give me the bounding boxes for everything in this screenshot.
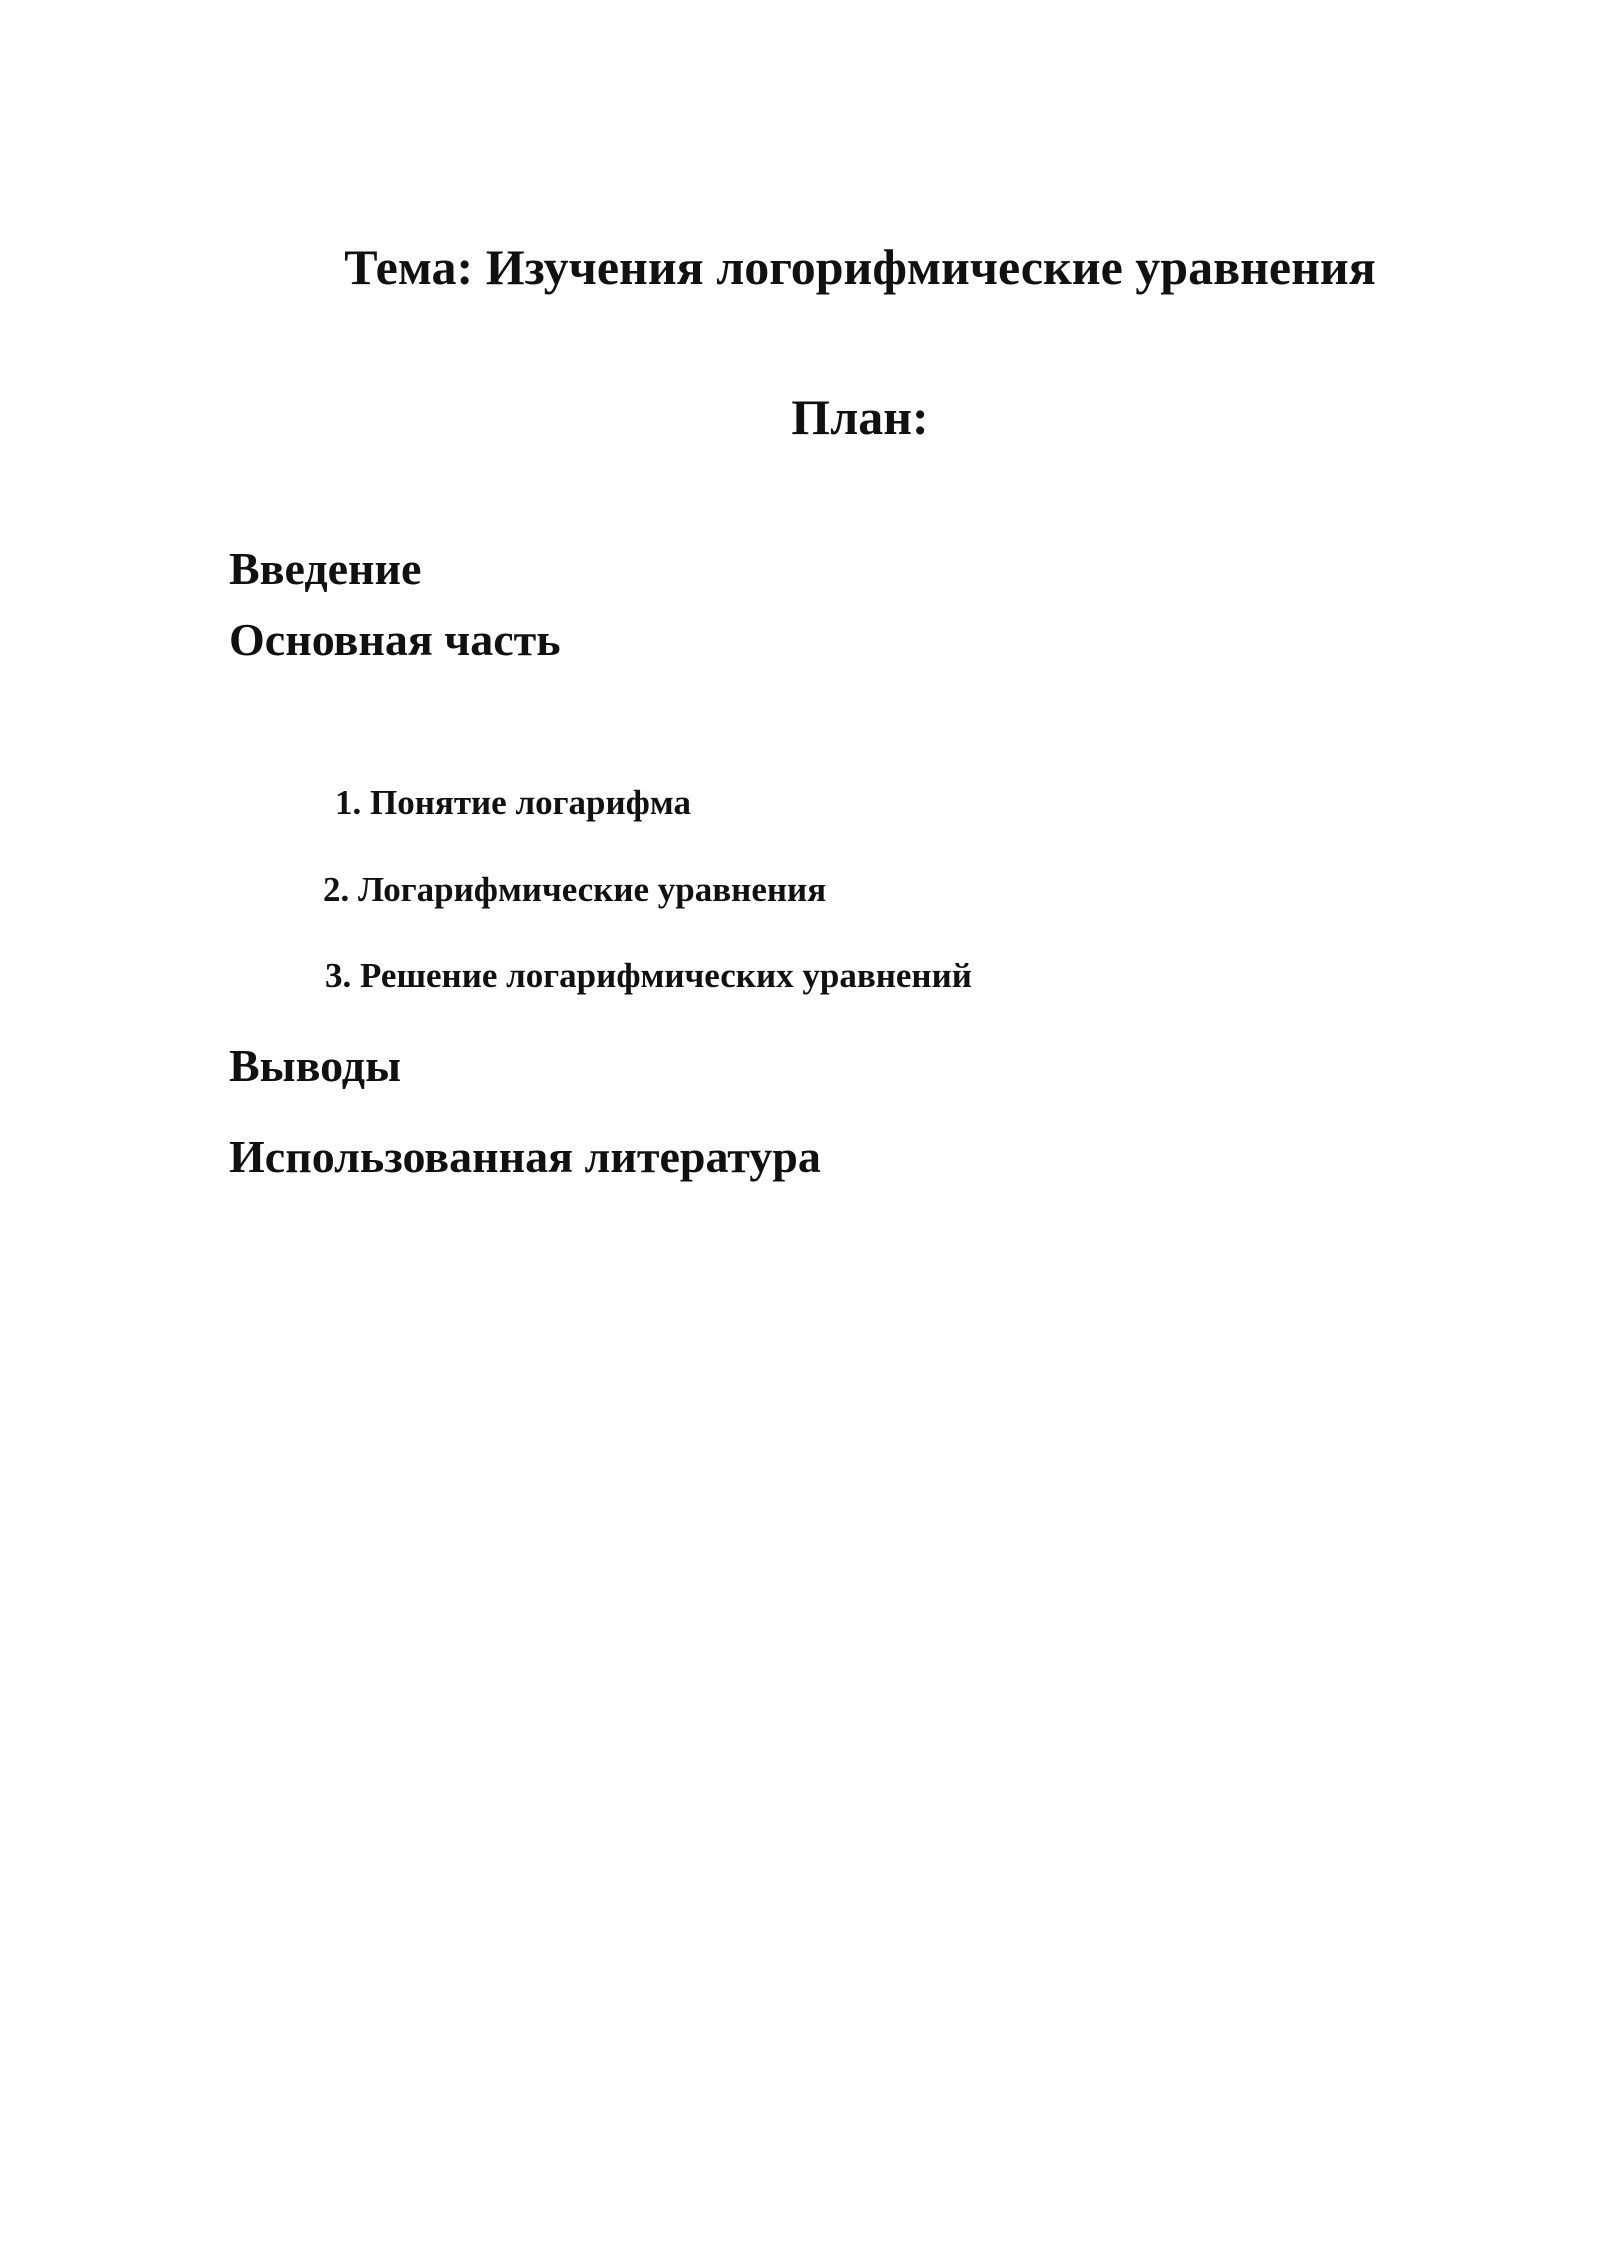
subsection-item-1: 1. Понятие логарифма bbox=[335, 783, 691, 822]
section-references: Использованная литература bbox=[229, 1131, 821, 1182]
section-main-part: Основная часть bbox=[229, 614, 561, 665]
subsection-item-2: 2. Логарифмические уравнения bbox=[323, 870, 827, 909]
section-intro: Введение bbox=[229, 543, 422, 594]
document-title: Тема: Изучения логорифмические уравнения bbox=[344, 239, 1376, 295]
subsection-item-3: 3. Решение логарифмических уравнений bbox=[325, 956, 972, 995]
section-conclusions: Выводы bbox=[229, 1040, 401, 1091]
plan-heading: План: bbox=[791, 389, 929, 445]
